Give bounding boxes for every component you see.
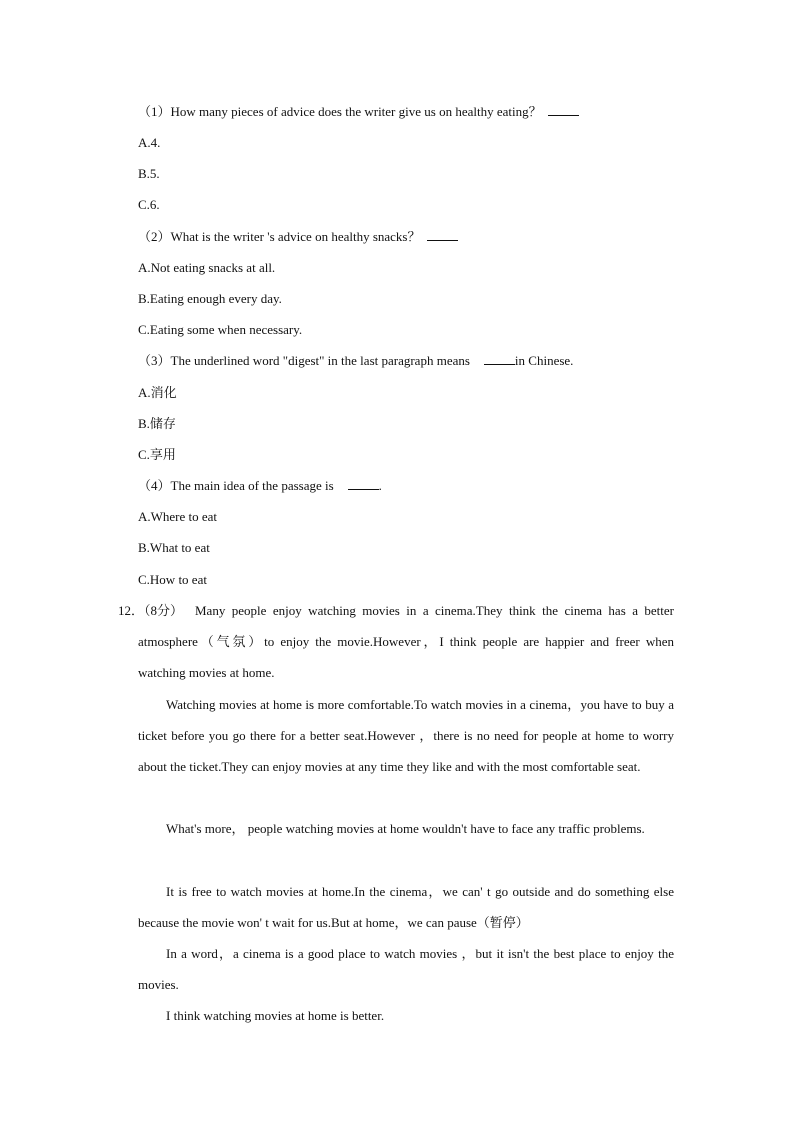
question-4-option-b: B.What to eat bbox=[138, 540, 210, 555]
answer-blank bbox=[484, 353, 515, 365]
question-2-option-c: C.Eating some when necessary. bbox=[138, 322, 303, 337]
question-4-text: （4）The main idea of the passage is bbox=[138, 478, 334, 493]
question-2-option-a: A.Not eating snacks at all. bbox=[138, 260, 276, 275]
answer-blank bbox=[548, 104, 579, 116]
question-3-text-end: in Chinese. bbox=[514, 353, 574, 368]
answer-blank bbox=[348, 478, 379, 490]
question-3-option-b: B.储存 bbox=[138, 416, 176, 431]
question-3-text: （3）The underlined word "digest" in the last paragraph means bbox=[138, 353, 470, 368]
question-4-option-a: A.Where to eat bbox=[138, 509, 218, 524]
question-1-option-b: B.5. bbox=[138, 166, 160, 181]
question-4-stem bbox=[138, 478, 382, 494]
question-3-option-a: A.消化 bbox=[138, 385, 177, 400]
question-1-stem bbox=[138, 104, 579, 120]
question-2-text: （2）What is the writer 's advice on healthy snacks？ bbox=[138, 229, 421, 244]
passage-paragraph-2: Watching movies at home is more comfortable.To watch movies in a cinema，you have to buy a ticket before you go there for a better seat.However ，there is no need for people at home to worry about the ticket.They can enjoy movies at any time they like and with the most comfortable seat. bbox=[138, 697, 674, 774]
passage-paragraph-5: In a word，a cinema is a good place to watch movies ，but it isn't the best place to enjoy the movies. bbox=[138, 946, 674, 992]
passage-paragraph-3: What's more， people watching movies at home wouldn't have to face any traffic problems. bbox=[166, 821, 645, 836]
question-1-option-c: C.6. bbox=[138, 197, 160, 212]
question-12-number: 12．（8分） bbox=[118, 603, 184, 618]
question-1-option-a: A.4. bbox=[138, 135, 161, 150]
passage-paragraph-4: It is free to watch movies at home.In the cinema，we can' t go outside and do something else because the movie won' t wait for us.But at home，we can pause（暂停） bbox=[138, 884, 674, 930]
question-1-text: （1）How many pieces of advice does the writer give us on healthy eating？ bbox=[138, 104, 542, 119]
passage-paragraph-1-text: Many people enjoy watching movies in a cinema.They think the cinema has a better atmosphere（气氛）to enjoy the movie.However，I think people are happier and freer when watching movies at home. bbox=[138, 603, 674, 680]
question-2-stem bbox=[138, 229, 458, 245]
question-2-option-b: B.Eating enough every day. bbox=[138, 291, 282, 306]
question-4-option-c: C.How to eat bbox=[138, 572, 207, 587]
passage-paragraph-1 bbox=[138, 595, 674, 688]
passage-paragraph-6: I think watching movies at home is better. bbox=[166, 1008, 385, 1023]
question-3-option-c: C.享用 bbox=[138, 447, 176, 462]
answer-blank bbox=[427, 229, 458, 241]
question-3-stem bbox=[138, 353, 573, 369]
question-4-text-end: . bbox=[378, 478, 382, 493]
